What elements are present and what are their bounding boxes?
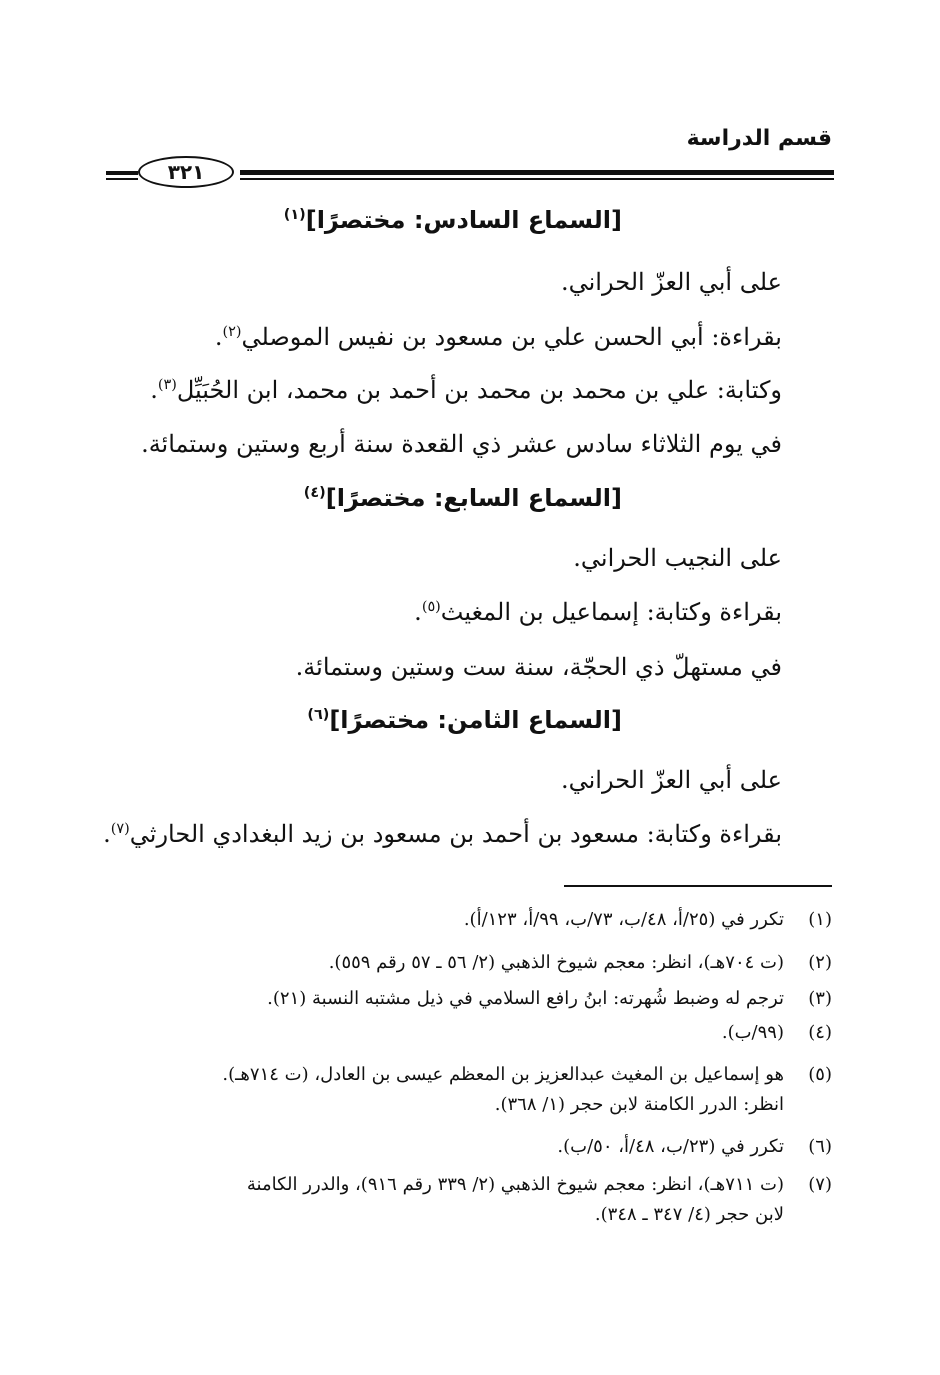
- footnote-text: ترجم له وضبط شُهرته: ابنُ رافع السلامي في ذيل مشتبه النسبة (٢١).: [267, 988, 784, 1009]
- footnote: [110, 1170, 832, 1230]
- section-heading: [السماع السابع: مختصرًا]$^{(٤)}$: [303, 484, 622, 512]
- footnote-number: (٦): [808, 1136, 832, 1157]
- body-line: وكتابة: علي بن محمد بن محمد بن أحمد بن محمد، ابن الحُبَيِّل$^{(٣)}$.: [150, 376, 782, 404]
- footnote-text: لابن حجر (٤/ ٣٤٧ ـ ٣٤٨).: [594, 1204, 784, 1225]
- body-line: بقراءة: أبي الحسن علي بن مسعود بن نفيس الموصلي$^{(٢)}$.: [214, 323, 782, 351]
- page-number-text: ٣٢١: [167, 160, 205, 184]
- footnote-number: (٣): [808, 988, 832, 1009]
- footnote-separator: [564, 885, 832, 887]
- body-line: بقراءة وكتابة: إسماعيل بن المغيث$^{(٥)}$.: [414, 598, 782, 626]
- body-line: في مستهلّ ذي الحجّة، سنة ست وستين وستمائة.: [295, 653, 782, 681]
- header-rule-left: [106, 171, 138, 175]
- section-heading: [السماع الثامن: مختصرًا]$^{(٦)}$: [307, 706, 622, 734]
- body-line: على النجيب الحراني.: [573, 544, 782, 572]
- footnote: [110, 984, 832, 1014]
- footnote-number: (١): [808, 909, 832, 930]
- footnote: [110, 1060, 832, 1120]
- footnote: [110, 905, 832, 935]
- footnote-number: (٢): [808, 952, 832, 973]
- footnote-text: هو إسماعيل بن المغيث عبدالعزيز بن المعظم عيسى بن العادل، (ت ٧١٤هـ).: [222, 1064, 784, 1085]
- footnote-number: (٤): [808, 1022, 832, 1043]
- footnote-ref: (٤): [303, 485, 326, 501]
- running-title: قسم الدراسة: [686, 126, 832, 151]
- page-number: [138, 156, 234, 188]
- header-rule-thin: [240, 178, 834, 180]
- footnote-ref: (٣): [157, 377, 177, 393]
- footnote: [110, 1132, 832, 1162]
- footnote-number: (٧): [808, 1174, 832, 1195]
- footnote-text: (ت ٧١١هـ)، انظر: معجم شيوخ الذهبي (٢/ ٣٣٩ رقم ٩١٦)، والدرر الكامنة: [246, 1174, 784, 1195]
- footnote-text: تكرر في (٢٥/أ، ٤٨/ب، ٧٣/ب، ٩٩/أ، ١٢٣/أ).: [463, 909, 784, 930]
- header-rule-thick: [240, 170, 834, 175]
- footnote-text: (٩٩/ب).: [721, 1022, 784, 1043]
- section-heading: [السماع السادس: مختصرًا]$^{(١)}$: [283, 206, 622, 234]
- footnote-text: (ت ٧٠٤هـ)، انظر: معجم شيوخ الذهبي (٢/ ٥٦ ـ ٥٧ رقم ٥٥٩).: [328, 952, 784, 973]
- footnote-ref: (٥): [421, 599, 441, 615]
- footnote-text: تكرر في (٢٣/ب، ٤٨/أ، ٥٠/ب).: [557, 1136, 784, 1157]
- body-line: في يوم الثلاثاء سادس عشر ذي القعدة سنة أربع وستين وستمائة.: [141, 430, 782, 458]
- body-line: بقراءة وكتابة: مسعود بن أحمد بن مسعود بن زيد البغدادي الحارثي$^{(٧)}$.: [103, 820, 782, 848]
- footnote: [110, 1018, 832, 1048]
- body-line: على أبي العزّ الحراني.: [560, 766, 782, 794]
- header-rule-left-thin: [106, 178, 138, 180]
- footnote-number: (٥): [808, 1064, 832, 1085]
- footnote: [110, 948, 832, 978]
- footnote-text: انظر: الدرر الكامنة لابن حجر (١/ ٣٦٨).: [494, 1094, 784, 1115]
- body-line: على أبي العزّ الحراني.: [560, 268, 782, 296]
- footnote-ref: (٧): [110, 821, 130, 837]
- footnote-ref: (٦): [307, 707, 330, 723]
- footnote-ref: (٢): [222, 324, 242, 340]
- footnote-ref: (١): [283, 207, 306, 223]
